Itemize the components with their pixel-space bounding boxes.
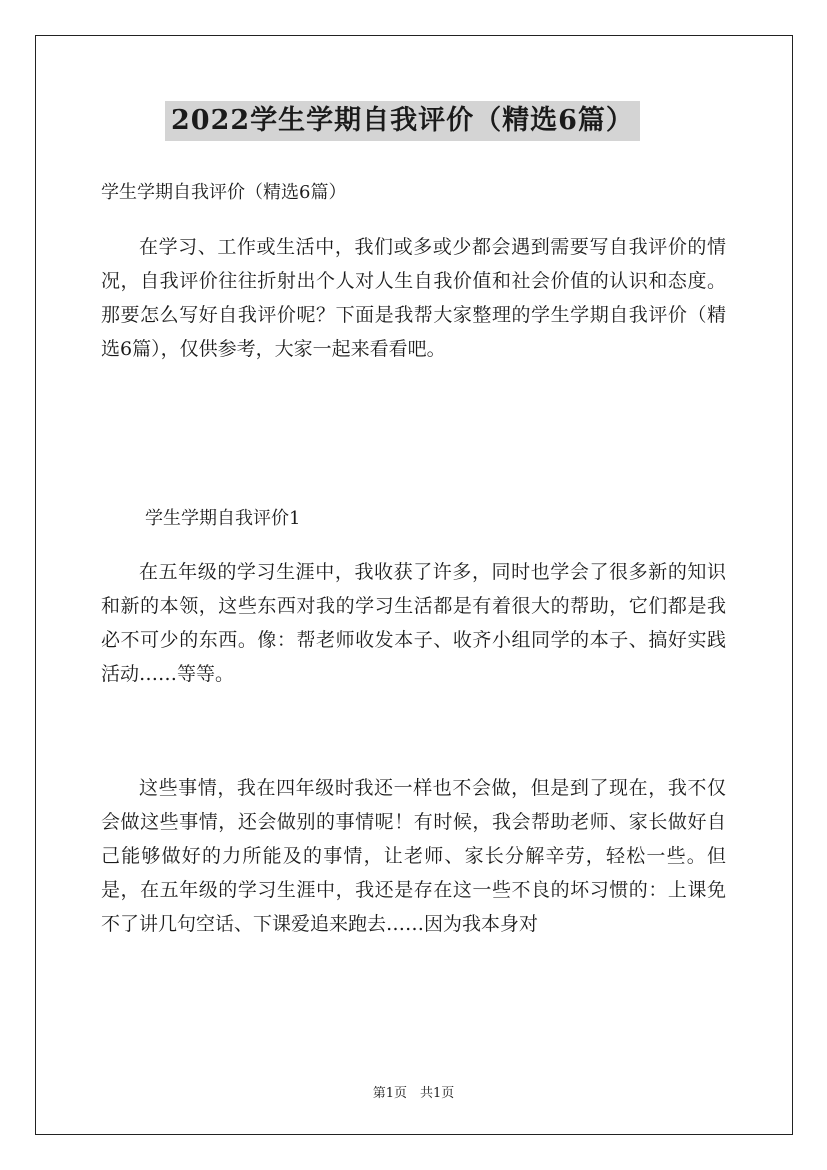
intro-paragraph: 在学习、工作或生活中，我们或多或少都会遇到需要写自我评价的情况，自我评价往往折射出个人对人生自我价值和社会价值的认识和态度。那要怎么写好自我评价呢？下面是我帮大家整理的学生学期自我评价（精选6篇），仅供参考，大家一起来看看吧。 (101, 236, 726, 360)
section-paragraph: 在五年级的学习生涯中，我收获了许多，同时也学会了很多新的知识和新的本领，这些东西对我的学习生活都是有着很大的帮助，它们都是我必不可少的东西。像：帮老师收发本子、收齐小组同学的本子、搞好实践活动……等等。 (101, 561, 726, 685)
document-title: 2022学生学期自我评价（精选6篇） (165, 101, 640, 141)
document-subtitle: 学生学期自我评价（精选6篇） (101, 182, 347, 203)
section-paragraph: 这些事情，我在四年级时我还一样也不会做，但是到了现在，我不仅会做这些事情，还会做别的事情呢！有时候，我会帮助老师、家长做好自己能够做好的力所能及的事情，让老师、家长分解辛劳，轻松一些。但是，在五年级的学习生涯中，我还是存在这一些不良的坏习惯的：上课免不了讲几句空话、下课爱追来跑去……因为我本身对 (101, 777, 726, 935)
page-number-footer: 第1页 共1页 (372, 1086, 455, 1101)
section-heading: 学生学期自我评价1 (145, 508, 301, 529)
